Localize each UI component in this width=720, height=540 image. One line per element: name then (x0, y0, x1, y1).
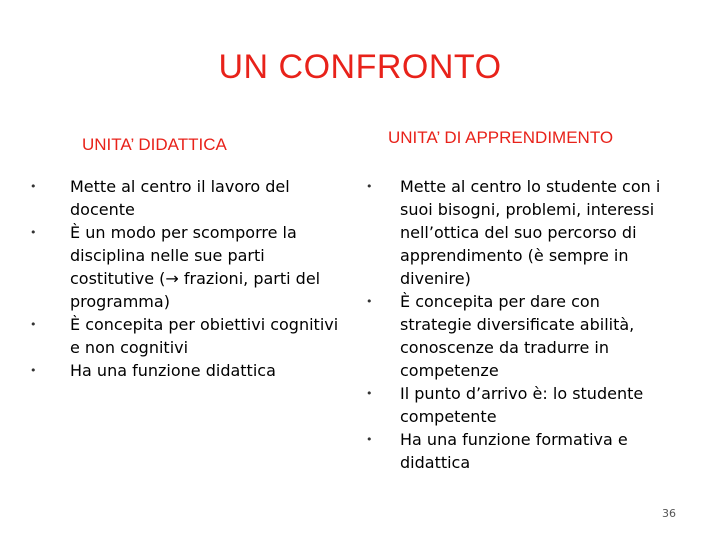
bullet-icon: • (366, 180, 373, 193)
list-item (366, 382, 676, 428)
bullet-text: Mette al centro lo studente con i suoi bisogni, problemi, interessi nell’ottica del suo percorso di apprendimento (è sempre in divenire) (400, 177, 661, 288)
right-column-heading: UNITA’ DI APPRENDIMENTO (388, 128, 614, 147)
list-item (30, 313, 340, 359)
left-column-heading: UNITA’ DIDATTICA (82, 135, 227, 154)
right-bullet-list (366, 175, 676, 474)
bullet-icon: • (366, 295, 373, 308)
left-bullet-list (30, 175, 340, 382)
page-number: 36 (662, 507, 676, 520)
bullet-icon: • (366, 433, 373, 446)
list-item (30, 359, 340, 382)
bullet-icon: • (30, 318, 37, 331)
bullet-icon: • (30, 226, 37, 239)
slide-title: UN CONFRONTO (218, 48, 502, 86)
bullet-icon: • (30, 364, 37, 377)
list-item (30, 221, 340, 313)
bullet-text: È un modo per scomporre la disciplina nelle sue parti costitutive (→ frazioni, parti del programma) (70, 223, 321, 311)
bullet-text: È concepita per obiettivi cognitivi e non cognitivi (70, 315, 339, 357)
bullet-icon: • (366, 387, 373, 400)
bullet-text: Mette al centro il lavoro del docente (70, 177, 290, 219)
bullet-text: È concepita per dare con strategie diversificate abilità, conoscenze da tradurre in competenze (400, 292, 635, 380)
bullet-text: Il punto d’arrivo è: lo studente competente (400, 384, 644, 426)
list-item (30, 175, 340, 221)
list-item (366, 175, 676, 290)
bullet-text: Ha una funzione formativa e didattica (400, 430, 628, 472)
bullet-icon: • (30, 180, 37, 193)
list-item (366, 290, 676, 382)
list-item (366, 428, 676, 474)
bullet-text: Ha una funzione didattica (70, 361, 276, 380)
